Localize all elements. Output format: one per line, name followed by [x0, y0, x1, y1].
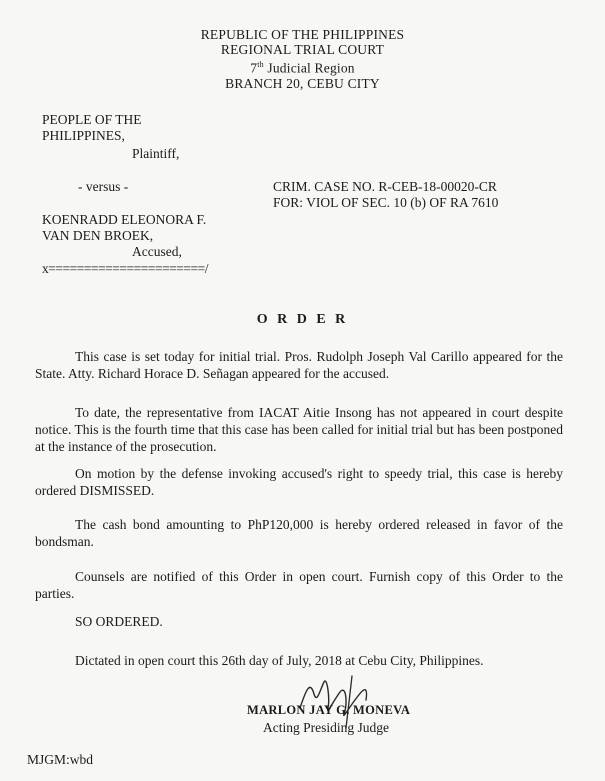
- header-region: 7th Judicial Region: [250, 60, 355, 76]
- plaintiff-role: Plaintiff,: [132, 146, 180, 161]
- order-paragraph-3: On motion by the defense invoking accused's right to speedy trial, this case is hereby ordered DISMISSED.: [35, 466, 563, 498]
- case-violation: FOR: VIOL OF SEC. 10 (b) OF RA 7610: [273, 195, 499, 210]
- accused-name-line2: VAN DEN BROEK,: [42, 228, 154, 243]
- judge-name: MARLON JAY G. MONEVA: [247, 703, 411, 717]
- order-title: O R D E R: [256, 312, 349, 327]
- header-republic: REPUBLIC OF THE PHILIPPINES: [200, 27, 405, 42]
- order-paragraph-1: This case is set today for initial trial. Pros. Rudolph Joseph Val Carillo appeared for the State. Atty. Richard Horace D. Señagan appeared for the accused.: [35, 349, 563, 381]
- header-branch: BRANCH 20, CEBU CITY: [225, 75, 380, 91]
- reference-initials: MJGM:wbd: [27, 752, 94, 767]
- case-number: CRIM. CASE NO. R-CEB-18-00020-CR: [273, 179, 497, 194]
- header-court: REGIONAL TRIAL COURT: [220, 42, 385, 57]
- judge-title: Acting Presiding Judge: [263, 720, 389, 735]
- dictation-line: Dictated in open court this 26th day of July, 2018 at Cebu City, Philippines.: [75, 653, 484, 668]
- order-paragraph-5: Counsels are notified of this Order in open court. Furnish copy of this Order to the parties.: [35, 569, 563, 601]
- order-paragraph-2: To date, the representative from IACAT Aitie Insong has not appeared in court despite notice. This is the fourth time that this case has been called for initial trial but has been postponed at the instance of the prosecution.: [35, 405, 563, 454]
- order-paragraph-4: The cash bond amounting to PhP120,000 is hereby ordered released in favor of the bondsman.: [35, 517, 563, 549]
- plaintiff-name-line1: PEOPLE OF THE: [42, 112, 142, 127]
- accused-role: Accused,: [132, 244, 182, 259]
- caption-separator: x======================/: [42, 261, 208, 276]
- court-header: [0, 27, 605, 91]
- versus-label: - versus -: [78, 179, 129, 194]
- so-ordered: SO ORDERED.: [75, 614, 163, 629]
- accused-name-line1: KOENRADD ELEONORA F.: [42, 212, 207, 227]
- plaintiff-name-line2: PHILIPPINES,: [42, 128, 125, 143]
